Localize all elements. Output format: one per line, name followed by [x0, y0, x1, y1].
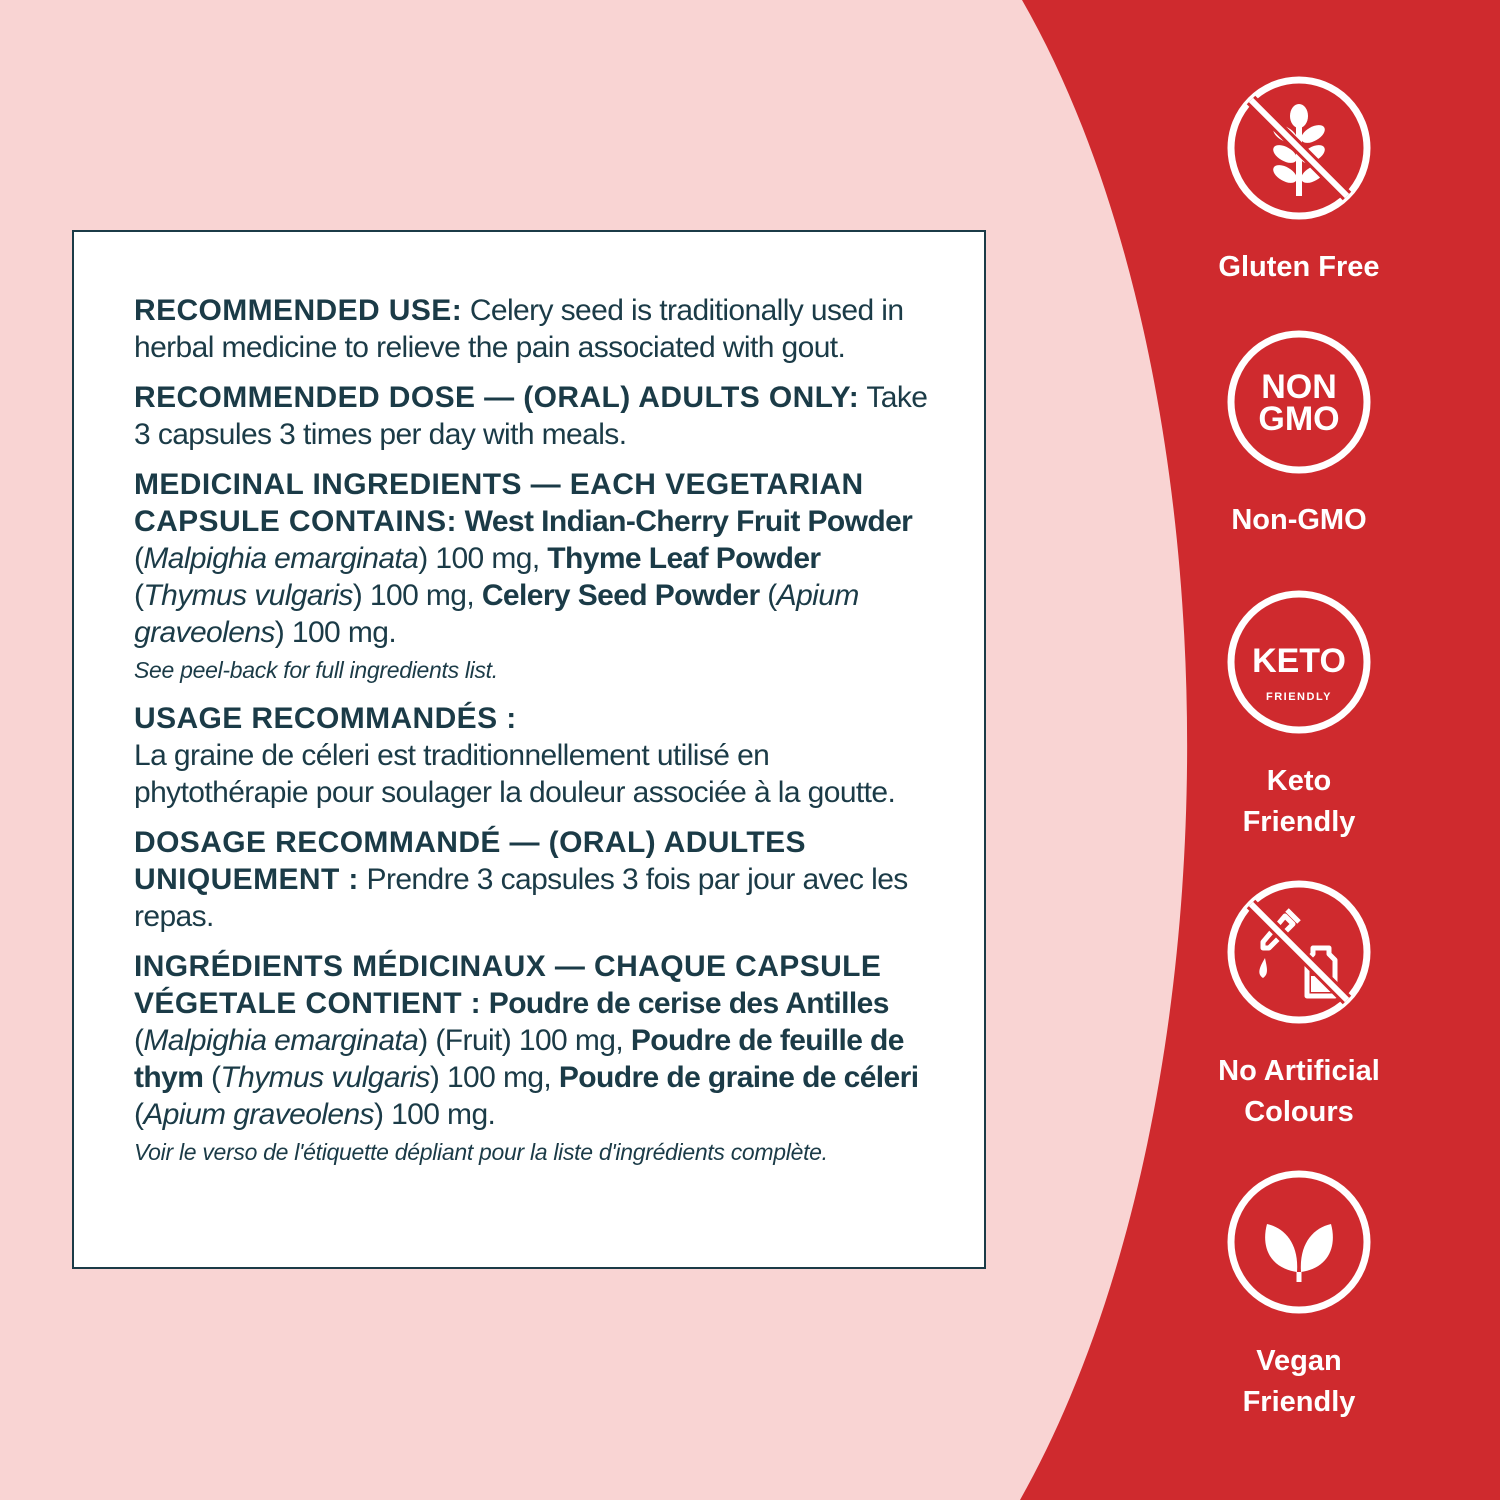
vegan-label-line1: Vegan — [1256, 1345, 1342, 1377]
ingredients-note-fr: Voir le verso de l'étiquette dépliant pour la liste d'ingrédients complète. — [134, 1139, 828, 1165]
non-gmo-label: Non-GMO — [1231, 504, 1367, 536]
leaf-icon — [1225, 1168, 1373, 1316]
no-wheat-icon — [1225, 74, 1373, 222]
keto-friendly-label — [1160, 761, 1438, 843]
keto-icon-text-1: KETO — [1252, 642, 1346, 680]
medicinal-ingredients: MEDICINAL INGREDIENTS — EACH VEGETARIAN CAPSULE CONTAINS: West Indian-Cherry Fruit Powder (Malpighia emarginata) 100 mg, Thyme Leaf Powder (Thymus vulgaris) 100 mg, Celery Seed Powder (Apium graveolens) 100 mg. — [134, 468, 913, 649]
recommended-dose: RECOMMENDED DOSE — (ORAL) ADULTS ONLY: Take 3 capsules 3 times per day with meals. — [134, 381, 928, 451]
ingredients-medicinaux: INGRÉDIENTS MÉDICINAUX — CHAQUE CAPSULE VÉGETALE CONTIENT : Poudre de cerise des Antilles (Malpighia emarginata) (Fruit) 100 mg, Poudre de feuille de thym (Thymus vulgaris) 100 mg, Poudre de graine de céleri (Apium graveolens) 100 mg. — [134, 950, 919, 1131]
keto-label-line2: Friendly — [1242, 806, 1356, 838]
colours-label-line2: Colours — [1244, 1096, 1354, 1128]
vegan-friendly-label — [1160, 1341, 1438, 1423]
keto-icon-text-2: FRIENDLY — [1266, 691, 1332, 703]
usage-recommandes: USAGE RECOMMANDÉS : La graine de céleri est traditionnellement utilisé en phytothérapie pour soulager la douleur associée à la goutte. — [134, 702, 896, 809]
keto-label-line1: Keto — [1266, 765, 1332, 797]
ingredients-note-en: See peel-back for full ingredients list. — [134, 657, 498, 683]
product-label — [72, 230, 986, 1269]
gluten-free-label: Gluten Free — [1218, 251, 1380, 283]
no-dropper-icon — [1225, 878, 1373, 1026]
dosage-recommande: DOSAGE RECOMMANDÉ — (ORAL) ADULTES UNIQUEMENT : Prendre 3 capsules 3 fois par jour avec les repas. — [134, 826, 908, 933]
non-gmo-icon-text-2: GMO — [1258, 400, 1340, 438]
non-gmo-icon-text-1: NON — [1261, 368, 1337, 406]
recommended-use: RECOMMENDED USE: Celery seed is traditionally used in herbal medicine to relieve the pain associated with gout. — [134, 294, 904, 364]
vegan-label-line2: Friendly — [1242, 1386, 1356, 1418]
colours-label-line1: No Artificial — [1218, 1055, 1380, 1087]
keto-icon — [1225, 588, 1373, 736]
no-artificial-colours-label — [1160, 1051, 1438, 1133]
non-gmo-icon — [1225, 328, 1373, 476]
